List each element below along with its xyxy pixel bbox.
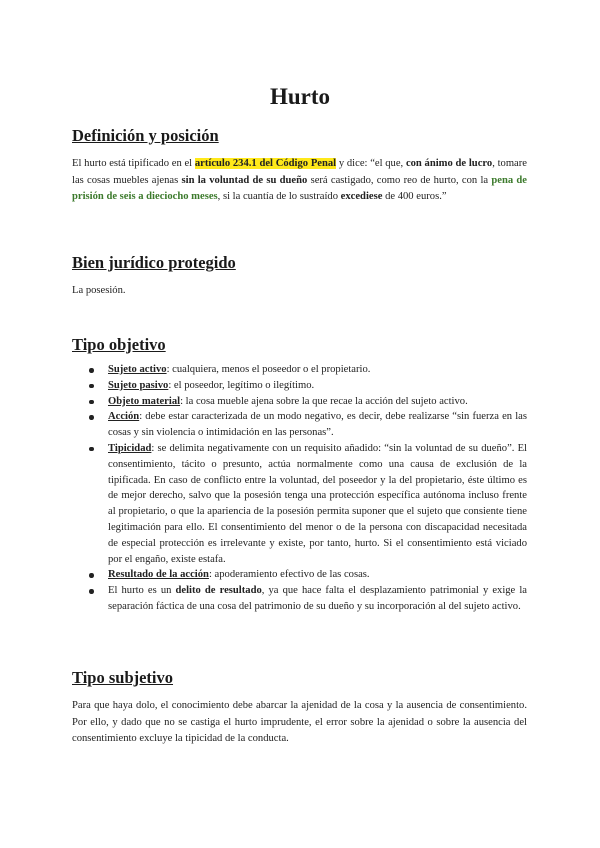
bullet-icon <box>89 384 94 389</box>
list-item: Objeto material: la cosa mueble ajena sobre la que recae la acción del sujeto activo. <box>72 394 527 410</box>
penalty-highlight: pena de prisión de seis a dieciocho meses <box>72 174 527 203</box>
list-item: El hurto es un delito de resultado, ya que hace falta el desplazamiento patrimonial y exige la separación fáctica de una cosa del patrimonio de su dueño y su incorporación al del sujeto activo. <box>72 583 527 615</box>
article-highlight: artículo 234.1 del Código Penal <box>194 158 337 169</box>
bullet-icon <box>89 415 94 420</box>
bullet-icon <box>89 589 94 594</box>
page-title: Hurto <box>269 84 331 109</box>
tipo-objetivo-list <box>72 362 527 615</box>
list-item: Sujeto pasivo: el poseedor, legítimo o ilegítimo. <box>72 378 527 394</box>
list-item: Acción: debe estar caracterizada de un modo negativo, es decir, debe realizarse “sin fuerza en las cosas y sin violencia o intimidación en las personas”. <box>72 409 527 441</box>
bullet-icon <box>89 447 94 452</box>
bullet-icon <box>89 368 94 373</box>
list-item: Tipicidad: se delimita negativamente con un requisito añadido: “sin la voluntad de su dueño”. El consentimiento, tácito o presunto, actúa normalmente como una causa de exclusión de la tipificada. En caso de conflicto entre la voluntad, del poseedor y la del propietario, éste último es de mejor derecho, salvo que la posesión tenga una protección específica autónoma incluso frente al propietario, o que la apariencia de la posesión permita suponer que el sujeto que consiente tiene legitimación para ello. El consentimiento del menor o de la persona con discapacidad necesitada de especial protección es irrelevante y existe, por tanto, hurto. Si el consentimiento está viciado por el engaño, existe estafa. <box>72 441 527 567</box>
definicion-paragraph: El hurto está tipificado en el artículo 234.1 del Código Penal y dice: “el que, con ánimo de lucro, tomare las cosas muebles ajenas sin la voluntad de su dueño será castigado, como reo de hurto, con la pena de prisión de seis a dieciocho meses, si la cuantía de lo sustraído excediese de 400 euros.” <box>72 158 527 203</box>
list-item: Sujeto activo: cualquiera, menos el poseedor o el propietario. <box>72 362 527 378</box>
section-heading-tipo-subjetivo: Tipo subjetivo <box>72 668 174 687</box>
section-heading-bien-juridico: Bien jurídico protegido <box>72 253 236 272</box>
bullet-icon <box>89 573 94 578</box>
section-heading-tipo-objetivo: Tipo objetivo <box>72 335 166 354</box>
tipo-subjetivo-paragraph: Para que haya dolo, el conocimiento debe abarcar la ajenidad de la cosa y la ausencia de consentimiento. Por ello, y dado que no se castiga el hurto imprudente, el error sobre la ajenidad o sobre la ausencia del consentimiento excluye la tipicidad de la conducta. <box>72 700 527 745</box>
section-heading-definicion: Definición y posición <box>72 126 219 145</box>
list-item: Resultado de la acción: apoderamiento efectivo de las cosas. <box>72 567 527 583</box>
bien-juridico-paragraph: La posesión. <box>72 285 126 296</box>
bullet-icon <box>89 400 94 405</box>
